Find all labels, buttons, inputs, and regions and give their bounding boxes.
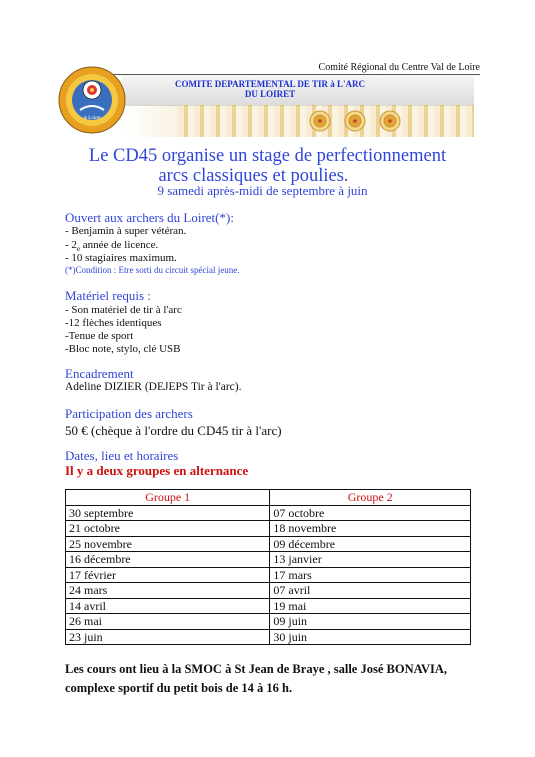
group-2-date: 07 avril <box>270 583 471 599</box>
participation-text: 50 € (chèque à l'ordre du CD45 tir à l'arc) <box>65 423 282 438</box>
band-line-2: DU LOIRET <box>244 89 296 99</box>
group-1-date: 21 octobre <box>66 521 270 537</box>
group-2-date: 09 juin <box>270 614 471 630</box>
cd45-logo <box>58 66 126 134</box>
decorative-strip-left <box>122 105 178 137</box>
equipment-item-1: - Son matériel de tir à l'arc <box>65 304 182 316</box>
equipment-item-4: -Bloc note, stylo, clé USB <box>65 343 181 355</box>
group-1-date: 30 septembre <box>66 505 270 521</box>
regional-committee-label: Comité Régional du Centre Val de Loire <box>318 62 480 73</box>
table-row <box>66 567 471 583</box>
table-row <box>66 598 471 614</box>
open-item-2-text: année de licence. <box>80 239 159 251</box>
section-heading-equipment: Matériel requis : <box>65 288 151 303</box>
group-2-date: 13 janvier <box>270 552 471 568</box>
open-item-3: - 10 stagiaires maximum. <box>65 252 177 264</box>
group-2-date: 19 mai <box>270 598 471 614</box>
table-row <box>66 505 471 521</box>
group-1-date: 24 mars <box>66 583 270 599</box>
section-heading-supervision: Encadrement <box>65 366 134 381</box>
equipment-item-2: -12 flèches identiques <box>65 317 162 329</box>
table-row <box>66 521 471 537</box>
groups-alert: Il y a deux groupes en alternance <box>65 463 249 478</box>
header-group-1: Groupe 1 <box>66 490 270 506</box>
group-2-date: 30 juin <box>270 629 471 645</box>
main-title-line-1: Le CD45 organise un stage de perfectionnement <box>88 146 447 166</box>
group-1-date: 25 novembre <box>66 536 270 552</box>
archery-targets-illustration <box>300 108 410 134</box>
groups-schedule-table <box>65 489 471 645</box>
group-1-date: 16 décembre <box>66 552 270 568</box>
main-title-line-2: arcs classiques et poulies. <box>158 166 349 186</box>
table-row <box>66 583 471 599</box>
section-heading-open: Ouvert aux archers du Loiret(*): <box>65 210 234 225</box>
open-item-1: - Benjamin à super vétéran. <box>65 225 187 237</box>
group-2-date: 09 décembre <box>270 536 471 552</box>
open-item-2-prefix: - 2 <box>65 239 77 251</box>
department-committee-title <box>150 79 390 99</box>
table-row <box>66 552 471 568</box>
supervision-text: Adeline DIZIER (DEJEPS Tir à l'arc). <box>65 381 242 393</box>
table-header-row <box>66 490 471 506</box>
logo-text: le Loiret <box>83 116 101 121</box>
band-line-1: COMITE DEPARTEMENTAL DE TIR à L'ARC <box>175 79 365 89</box>
table-row <box>66 536 471 552</box>
table-row <box>66 629 471 645</box>
table-row <box>66 614 471 630</box>
group-1-date: 14 avril <box>66 598 270 614</box>
main-title-line-3: 9 samedi après-midi de septembre à juin <box>157 183 368 198</box>
equipment-item-3: -Tenue de sport <box>65 330 134 342</box>
group-2-date: 18 novembre <box>270 521 471 537</box>
open-condition: (*)Condition : Etre sorti du circuit spécial jeune. <box>65 265 240 275</box>
section-heading-participation: Participation des archers <box>65 406 193 421</box>
group-2-date: 07 octobre <box>270 505 471 521</box>
location-line-1: Les cours ont lieu à la SMOC à St Jean de Braye , salle José BONAVIA, <box>65 662 448 676</box>
group-1-date: 17 février <box>66 567 270 583</box>
group-1-date: 23 juin <box>66 629 270 645</box>
location-info <box>65 660 485 698</box>
open-item-2-suffix: e <box>76 245 81 254</box>
group-1-date: 26 mai <box>66 614 270 630</box>
group-2-date: 17 mars <box>270 567 471 583</box>
section-heading-dates: Dates, lieu et horaires <box>65 448 179 463</box>
header-group-2: Groupe 2 <box>270 490 471 506</box>
location-line-2: complexe sportif du petit bois de 14 à 16 h. <box>65 681 293 695</box>
